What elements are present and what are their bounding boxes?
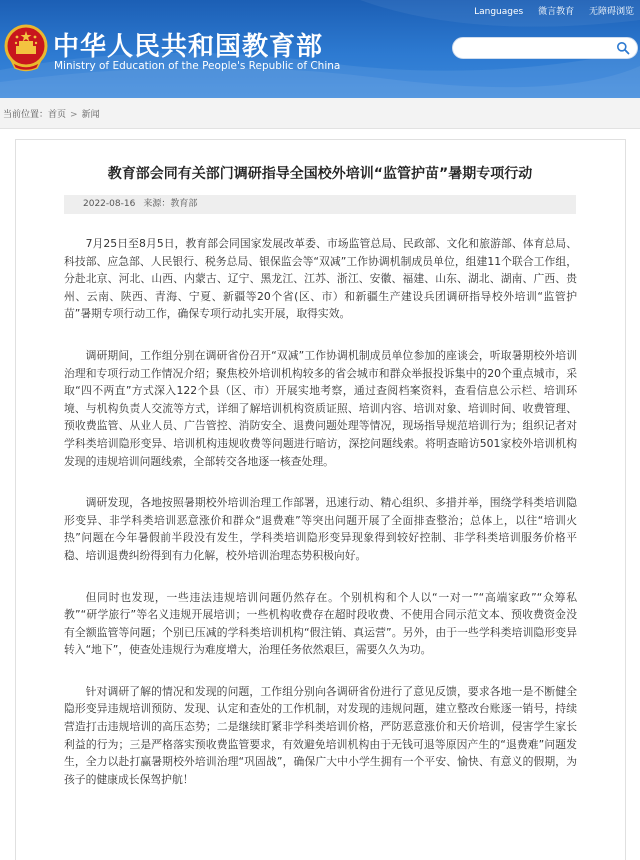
search-icon[interactable] bbox=[616, 41, 630, 55]
article-source: 来源：教育部 bbox=[143, 199, 198, 209]
article-body bbox=[64, 235, 577, 812]
header-links bbox=[462, 4, 634, 17]
breadcrumb-bar bbox=[0, 98, 640, 129]
breadcrumb-home[interactable]: 首页 bbox=[48, 110, 67, 120]
site-title[interactable]: 中华人民共和国教育部 bbox=[53, 32, 324, 62]
breadcrumb-separator-icon: > bbox=[70, 110, 78, 120]
article-paragraph: 调研发现，各地按照暑期校外培训治理工作部署，迅速行动、精心组织、多措并举，围绕学科类培训隐形变异、非学科类培训恶意涨价和群众“退费难”等突出问题开展了全面排查整治；总体上，以往“培训火热”问题在今年暑假前半段没有发生，学科类培训隐形变异现象得到较好控制、非学科类培训服务价格平稳、培训退费纠纷得到有力化解，校外培训治理态势积极向好。 bbox=[64, 496, 577, 562]
breadcrumb-prefix: 当前位置： bbox=[3, 110, 49, 120]
accessibility-link[interactable]: 无障碍浏览 bbox=[588, 7, 634, 17]
article-paragraph: 但同时也发现，一些违法违规培训问题仍然存在。个别机构和个人以“一对一”“高端家政”“众筹私教”“研学旅行”等名义违规开展培训；一些机构收费存在超时段收费、不使用合同示范文本、预收费资金没有全额监管等问题；个别已压减的学科类培训机构“假注销、真运营”。另外，由于一些学科类培训隐形变异转入“地下”，使查处违规行为难度增大，治理任务依然艰巨，需要久久为功。 bbox=[64, 590, 577, 657]
national-emblem-icon[interactable] bbox=[4, 24, 48, 72]
breadcrumb-news[interactable]: 新闻 bbox=[81, 110, 100, 120]
site-subtitle: Ministry of Education of the People's Republic of China bbox=[54, 60, 341, 72]
article-meta bbox=[64, 195, 576, 214]
article-paragraph: 针对调研了解的情况和发现的问题，工作组分别向各调研省份进行了意见反馈，要求各地一是不断健全隐形变异违规培训预防、发现、认定和查处的工作机制，对发现的违规问题，建立整改台账逐一销号，持续营造打击违规培训的高压态势；二是继续盯紧非学科类培训价格，严防恶意涨价和天价培训，侵害学生家长利益的行为；三是严格落实预收费监管要求，有效避免培训机构由于无钱可退等原因产生的“退费难”问题发生，全力以赴打赢暑期校外培训治理“巩固战”，确保广大中小学生拥有一个平安、愉快、有意义的假期，为孩子的健康成长保驾护航！ bbox=[64, 684, 577, 786]
site-header bbox=[0, 0, 640, 98]
breadcrumb bbox=[3, 107, 100, 120]
weibo-link[interactable]: 微言教育 bbox=[538, 7, 575, 17]
article-paragraph: 7月25日至8月5日，教育部会同国家发展改革委、市场监管总局、民政部、文化和旅游部、体育总局、科技部、应急部、人民银行、税务总局、银保监会等“双减”工作协调机制成员单位，组建11个联合工作组，分赴北京、河北、山西、内蒙古、辽宁、黑龙江、江苏、浙江、安徽、福建、山东、湖北、湖南、广西、贵州、云南、陕西、青海、宁夏、新疆等20个省(区、市）和新疆生产建设兵团调研指导校外培训“监管护苗”暑期专项行动工作，确保专项行动扎实开展，取得实效。 bbox=[64, 237, 577, 321]
languages-link[interactable]: Languages bbox=[474, 7, 524, 17]
article-date: 2022-08-16 bbox=[83, 199, 136, 209]
article-title: 教育部会同有关部门调研指导全国校外培训“监管护苗”暑期专项行动 bbox=[107, 166, 533, 182]
search-input[interactable] bbox=[452, 37, 638, 59]
article-paragraph: 调研期间，工作组分别在调研省份召开“双减”工作协调机制成员单位参加的座谈会，听取暑期校外培训治理和专项行动工作情况介绍；聚焦校外培训机构较多的省会城市和群众举报投诉集中的20个重点城市，采取“四不两直”方式深入122个县（区、市）开展实地考察，通过查阅档案资料，查看信息公示栏、培训环境、与机构负责人交流等方式，详细了解培训机构资质证照、培训内容、培训对象、培训时间、收费管理、预收费监管、从业人员、广告管控、消防安全、退费问题处理等情况，现场指导规范培训行为；组织记者对学科类培训隐形变异、培训机构违规收费等问题进行暗访，深挖问题线索。将明查暗访501家校外培训机构发现的违规培训问题线索，全部转交各地逐一核查处理。 bbox=[64, 348, 577, 468]
